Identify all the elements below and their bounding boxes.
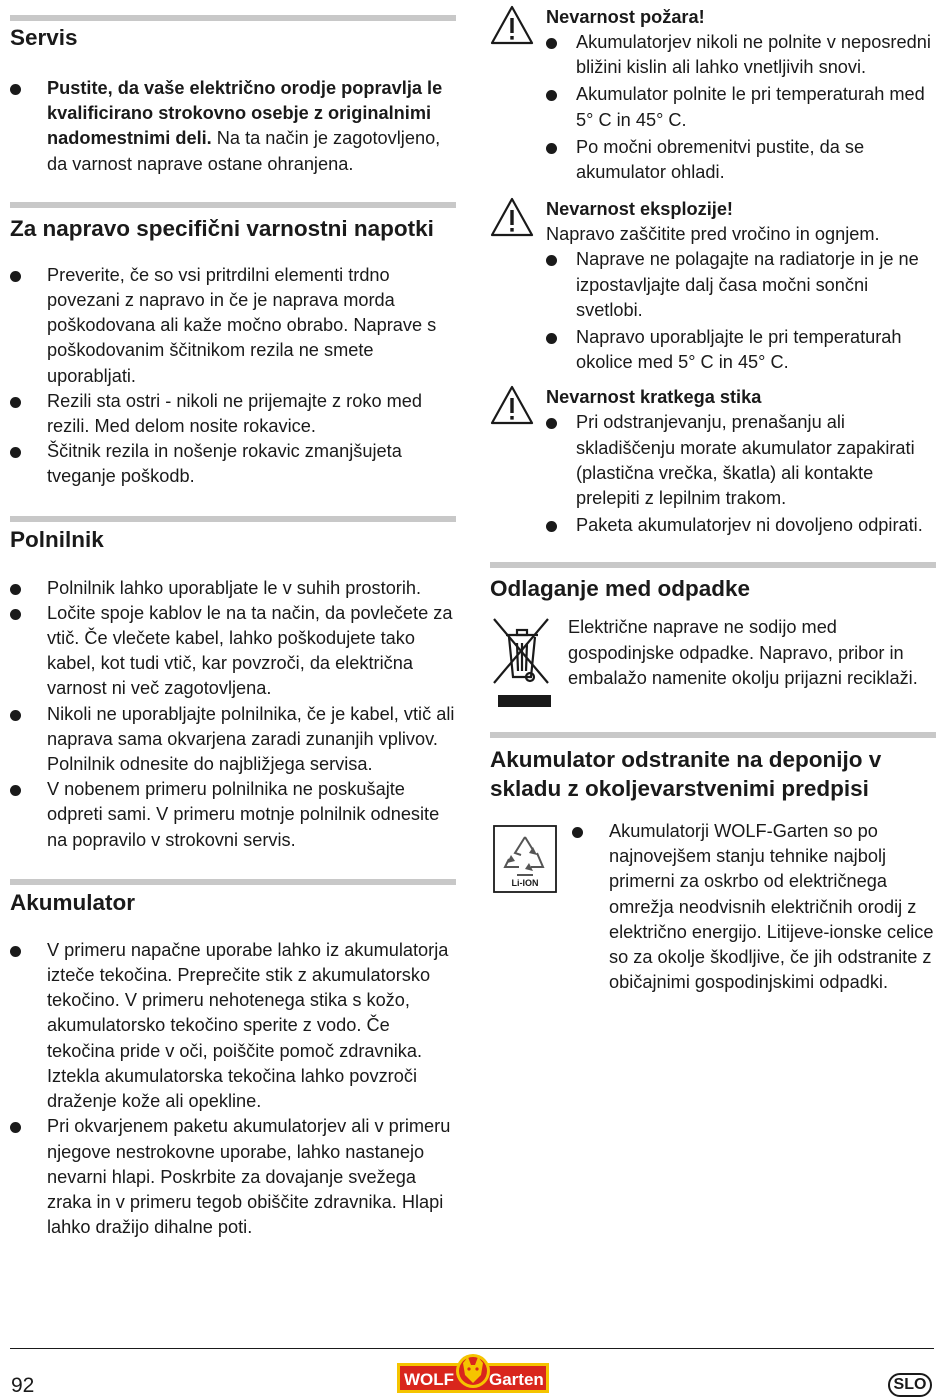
section-rule <box>490 732 936 738</box>
servis-list <box>10 76 456 177</box>
fire-warning <box>490 5 936 185</box>
list-item: Ščitnik rezila in nošenje rokavic zmanjšujeta tveganje poškodb. <box>10 439 456 489</box>
servis-text: Na ta način je zagotovljeno, da varnost naprave ostane ohranjena. <box>47 128 441 174</box>
battery-disposal-list <box>572 819 936 995</box>
list-item: Ločite spoje kablov le na ta način, da povlečete za vtič. Če vlečete kabel, lahko poškodujete tako kabel, kot tudi vtič, kar povzroči, da električna varnost ni več zagotovljena. <box>10 601 456 702</box>
right-column <box>490 0 936 995</box>
list-item: Rezili sta ostri - nikoli ne prijemajte z roko med rezili. Med delom nosite rokavice. <box>10 389 456 439</box>
explosion-warning <box>490 197 936 375</box>
explosion-warning-list <box>546 247 936 375</box>
warning-triangle-icon <box>490 197 534 237</box>
list-item: Pri okvarjenem paketu akumulatorjev ali v primeru njegove nestrokovne uporabe, lahko nastanejo nevarni hlapi. Poskrbite za dovajanje svežega zraka in v primeru tegob obiščite zdravnika. Hlapi lahko dražijo dihalne poti. <box>10 1114 456 1240</box>
warning-triangle-icon <box>490 5 534 45</box>
section-rule <box>10 879 456 885</box>
battery-disposal-block <box>490 819 936 995</box>
list-item: Akumulatorjev nikoli ne polnite v neposredni bližini kislin ali lahko vnetljivih snovi. <box>546 30 936 80</box>
list-item: Preverite, če so vsi pritrdilni elementi trdno povezani z napravo in če je naprava morda poškodovana ali kaže močno obrabo. Naprave s poškodovanim ščitnikom rezila ne smete uporabljati. <box>10 263 456 389</box>
crossed-bin-icon <box>490 615 554 713</box>
list-item: V primeru napačne uporabe lahko iz akumulatorja izteče tekočina. Preprečite stik z akumulatorsko tekočino. V primeru nehotenega stika s kožo, akumulatorsko tekočino sperite z vodo. Če tekočina pride v oči, poiščite pomoč zdravnika. Iztekla akumulatorska tekočina lahko povzroči draženje kože ali opekline. <box>10 938 456 1114</box>
language-badge: SLO <box>888 1373 932 1397</box>
logo-text-garten: Garten <box>489 1370 544 1389</box>
waste-heading: Odlaganje med odpadke <box>490 576 751 602</box>
list-item: Naprave ne polagajte na radiatorje in je ne izpostavljajte dalj časa močni sončni svetlobi. <box>546 247 936 323</box>
section-rule <box>10 516 456 522</box>
list-item <box>10 76 456 177</box>
charger-list <box>10 576 456 853</box>
li-ion-recycle-icon <box>493 825 559 895</box>
short-circuit-warning-title: Nevarnost kratkega stika <box>546 387 762 408</box>
battery-list <box>10 938 456 1240</box>
list-item: Paketa akumulatorjev ni dovoljeno odpirati. <box>546 513 936 538</box>
servis-heading: Servis <box>10 25 78 50</box>
waste-block <box>490 615 936 691</box>
page-number: 92 <box>11 1374 35 1397</box>
fire-warning-title: Nevarnost požara! <box>546 7 705 27</box>
specific-safety-heading: Za napravo specifični varnostni napotki <box>10 215 434 241</box>
list-item: Polnilnik lahko uporabljate le v suhih prostorih. <box>10 576 456 601</box>
wolf-garten-logo <box>397 1353 549 1395</box>
left-column <box>10 0 456 1240</box>
warning-triangle-icon <box>490 385 534 425</box>
list-item: V nobenem primeru polnilnika ne poskušajte odpreti sami. V primeru motnje polnilnik odnesite na popravilo v strokovni servis. <box>10 777 456 853</box>
servis-bold-text: Pustite, da vaše električno orodje popravlja le kvalificirano strokovno osebje z originalnimi nadomestnimi deli. <box>47 78 443 149</box>
specific-safety-list <box>10 263 456 490</box>
list-item: Akumulatorji WOLF-Garten so po najnovejšem stanju tehnike najbolj primerni za oskrbo od električnega omrežja neodvisnih električnih orodij z električno energijo. Litijeve-ionske celice so za okolje škodljive, če jih odstranite z običajnimi gospodinjskimi odpadki. <box>572 819 936 995</box>
battery-heading: Akumulator <box>10 889 136 915</box>
section-rule <box>490 562 936 568</box>
list-item: Nikoli ne uporabljajte polnilnika, če je kabel, vtič ali naprava sama okvarjena zaradi zunanjih vplivov. Polnilnik odnesite do najbližjega servisa. <box>10 702 456 778</box>
footer-rule <box>10 1348 934 1349</box>
section-rule <box>10 202 456 208</box>
logo-text-wolf: WOLF <box>404 1370 455 1389</box>
explosion-warning-title: Nevarnost eksplozije! <box>546 199 733 220</box>
list-item: Pri odstranjevanju, prenašanju ali skladiščenju morate akumulator zapakirati (plastična vrečka, škatla) ali kontakte prelepiti z lepilnim trakom. <box>546 410 936 511</box>
charger-heading: Polnilnik <box>10 526 104 552</box>
list-item: Po močni obremenitvi pustite, da se akumulator ohladi. <box>546 135 936 185</box>
short-circuit-warning <box>490 385 936 538</box>
battery-disposal-heading: Akumulator odstranite na deponijo v skladu z okoljevarstvenimi predpisi <box>490 747 882 802</box>
fire-warning-list <box>490 30 936 185</box>
section-rule <box>10 15 456 21</box>
list-item: Akumulator polnite le pri temperaturah med 5° C in 45° C. <box>546 82 936 132</box>
waste-text: Električne naprave ne sodijo med gospodinjske odpadke. Napravo, pribor in embalažo namenite okolju prijazni reciklaži. <box>568 617 918 688</box>
list-item: Napravo uporabljajte le pri temperaturah okolice med 5° C in 45° C. <box>546 325 936 375</box>
li-ion-icon-label: Li-ION <box>511 878 539 889</box>
explosion-intro: Napravo zaščitite pred vročino in ognjem. <box>546 224 880 245</box>
short-circuit-warning-list <box>546 410 936 538</box>
